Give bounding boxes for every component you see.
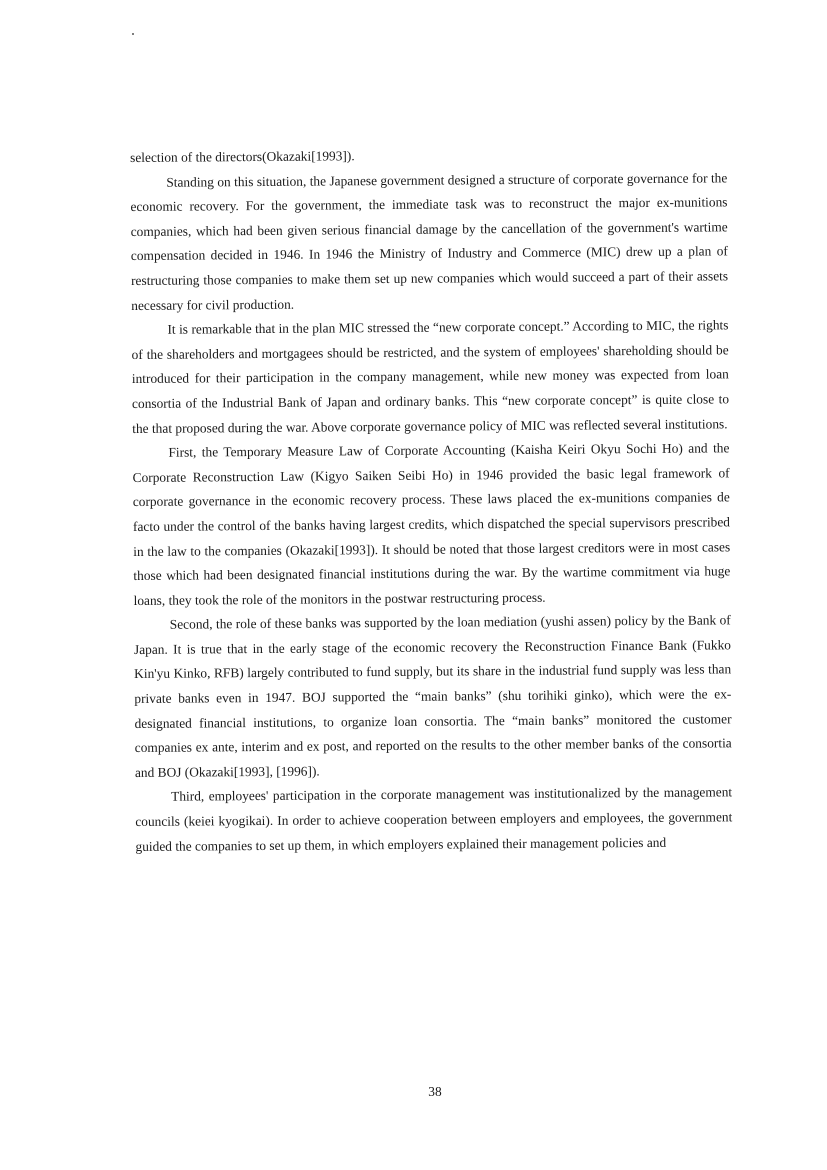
paragraph: selection of the directors(Okazaki[1993]). — [130, 148, 355, 165]
paragraph: It is remarkable that in the plan MIC stressed the “new corporate concept.” According to MIC, the rights of the shareholders and mortgagees should be restricted, and the system of employees' shareholding should be introduced for their participation in the company management, while new money was expected from loan consortia of the Industrial Bank of Japan and ordinary banks. This “new corporate concept” is quite close to the that proposed during the war. Above corporate governance policy of MIC was reflected several institutions. — [131, 317, 730, 436]
paragraph: Second, the role of these banks was supported by the loan mediation (yushi assen) policy by the Bank of Japan. It is true that in the early stage of the economic recovery the Reconstruction Finance Bank (Fukko Kin'yu Kinko, RFB) largely contributed to fund supply, but its share in the industrial fund supply was less than private banks even in 1947. BOJ supported the “main banks” (shu torihiki ginko), which were the ex-designated financial institutions, to organize loan consortia. The “main banks” monitored the customer companies ex ante, interim and ex post, and reported on the results to the other member banks of the consortia and BOJ (Okazaki[1993], [1996]). — [133, 612, 732, 780]
page-number: 38 — [428, 1084, 442, 1099]
paragraph: Standing on this situation, the Japanese government designed a structure of corporate governance for the economic recovery. For the government, the immediate task was to reconstruct the major ex-munitions companies, which had been given serious financial damage by the cancellation of the government's wartime compensation decided in 1946. In 1946 the Ministry of Industry and Commerce (MIC) drew up a plan of restructuring those companies to make them set up new companies which would succeed a part of their assets necessary for civil production. — [130, 169, 729, 313]
body-text — [130, 141, 733, 859]
paragraph: Third, employees' participation in the corporate management was institutionalized by the management councils (keiei kyogikai). In order to achieve cooperation between employers and employees, the government guided the companies to set up them, in which employers explained their management policies and — [135, 784, 733, 854]
paragraph: First, the Temporary Measure Law of Corporate Accounting (Kaisha Keiri Okyu Sochi Ho) and the Corporate Reconstruction Law (Kigyo Saiken Seibi Ho) in 1946 provided the basic legal framework of corporate governance in the economic recovery process. These laws placed the ex-munitions companies de facto under the control of the banks having largest credits, which dispatched the special supervisors prescribed in the law to the companies (Okazaki[1993]). It should be noted that those largest creditors were in most cases those which had been designated financial institutions during the war. By the wartime commitment via huge loans, they took the role of the monitors in the postwar restructuring process. — [132, 440, 731, 608]
scan-speck — [132, 33, 134, 35]
